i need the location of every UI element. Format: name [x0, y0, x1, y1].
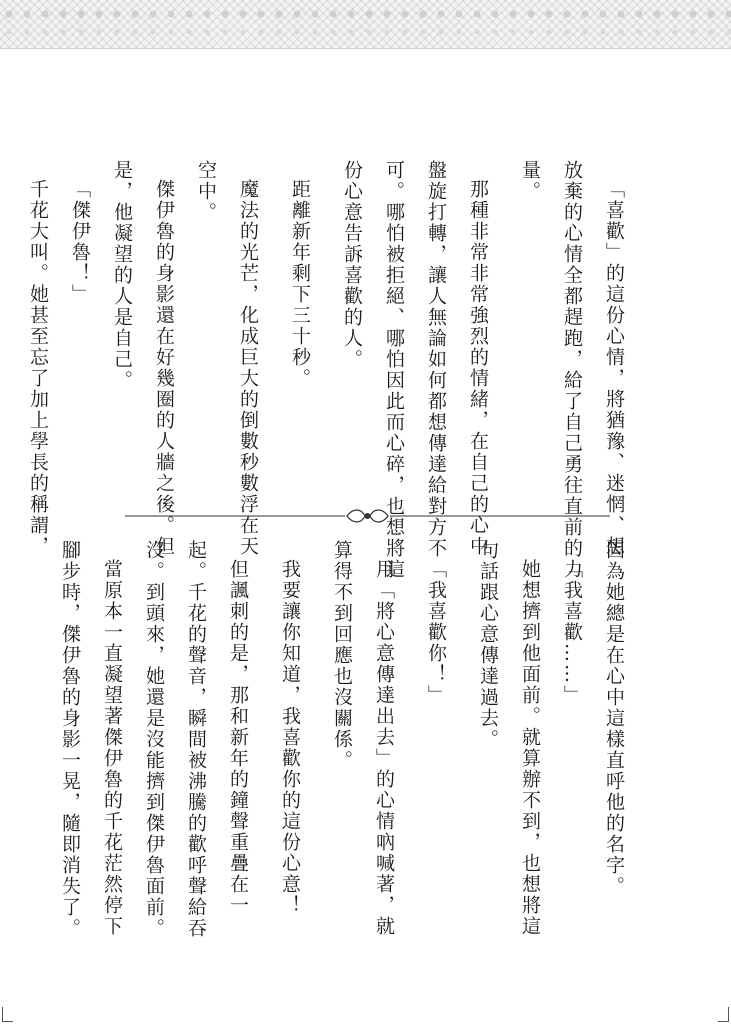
text-column: 沒。到頭來，她還是沒能擠到傑伊魯面前。: [143, 540, 165, 939]
text-column: 起。千花的聲音，瞬間被沸騰的歡呼聲給吞: [185, 540, 207, 939]
text-column: 當原本一直凝望著傑伊魯的千花茫然停下: [101, 559, 123, 937]
crop-mark: [2, 1007, 13, 1022]
text-column: 那種非常非常強烈的情緒，在自己的心中: [467, 179, 489, 557]
text-column: 傑伊魯的身影還在好幾圈的人牆之後。但: [153, 179, 175, 557]
text-column: 魔法的光芒，化成巨大的倒數秒數浮在天: [237, 179, 259, 557]
text-block-bottom: [59, 540, 630, 939]
text-column: 我要讓你知道，我喜歡你的這份心意！: [279, 559, 301, 916]
text-column: 盤旋打轉，讓人無論如何都想傳達給對方不: [425, 160, 447, 559]
text-column: 量。: [519, 160, 541, 202]
text-column: 千花大叫。她甚至忘了加上學長的稱謂，: [27, 179, 49, 557]
text-block-top: [27, 160, 630, 580]
text-column: 因為她總是在心中這樣直呼他的名字。: [603, 540, 625, 897]
text-column: 腳步時，傑伊魯的身影一晃，隨即消失了。: [59, 540, 81, 939]
ornamental-divider: [125, 506, 610, 526]
text-column: 空中。: [195, 160, 217, 223]
text-column: 放棄的心情全都趕跑，給了自己勇往直前的力: [561, 160, 583, 580]
text-column: 可。哪怕被拒絕、哪怕因此而心碎，也想將這: [383, 160, 405, 580]
text-column: 句話跟心意傳達過去。: [477, 540, 499, 750]
text-column: 份心意告訴喜歡的人。: [341, 160, 363, 370]
text-column: 「我喜歡你！」: [425, 559, 447, 706]
text-column: 是，他凝望的人是自己。: [111, 160, 133, 391]
lace-border-decoration: [0, 0, 731, 49]
text-column: 「傑伊魯！」: [69, 179, 91, 305]
text-column: 用「將心意傳達出去」的心情吶喊著，就: [373, 559, 395, 937]
crop-mark: [718, 1007, 729, 1022]
text-column: 但諷刺的是，那和新年的鐘聲重疊在一: [227, 559, 249, 916]
text-column: 算得不到回應也沒關係。: [331, 540, 353, 771]
text-column: 她想擠到他面前。就算辦不到，也想將這: [519, 559, 541, 937]
text-column: 距離新年剩下三十秒。: [289, 179, 311, 389]
text-column: 「我喜歡……」: [561, 559, 583, 706]
text-column: 「喜歡」的這份心情，將猶豫、迷惘、想: [603, 179, 625, 557]
